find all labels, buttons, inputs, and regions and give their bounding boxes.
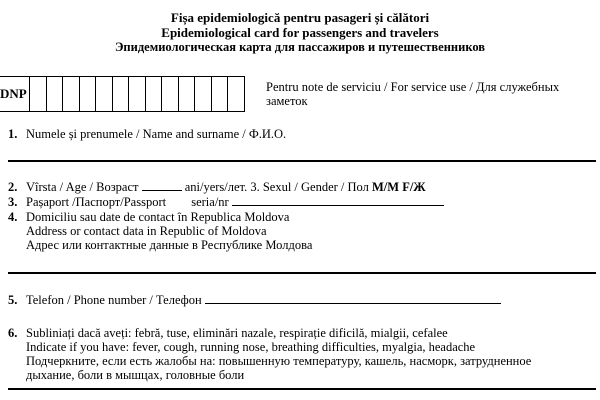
idnp-digit-cell[interactable] xyxy=(96,76,113,112)
idnp-digit-cell[interactable] xyxy=(129,76,146,112)
field-label-age: Vîrsta / Age / Возраст xyxy=(26,180,139,194)
field-passport xyxy=(8,195,444,209)
field-number: 5. xyxy=(8,293,18,307)
answer-line-name[interactable] xyxy=(8,160,596,162)
passport-serial-label: seria/nr xyxy=(191,195,229,209)
idnp-digit-cell[interactable] xyxy=(30,76,47,112)
symptoms-label-en: Indicate if you have: fever, cough, running nose, breathing difficulties, myalgia, headache xyxy=(26,340,476,354)
field-label: Telefon / Phone number / Телефон xyxy=(26,293,202,307)
idnp-digit-cell[interactable] xyxy=(63,76,80,112)
idnp-digit-cell[interactable] xyxy=(113,76,130,112)
address-label-en: Address or contact data in Republic of Moldova xyxy=(26,224,267,238)
field-number: 6. xyxy=(8,326,18,340)
answer-line-address[interactable] xyxy=(8,272,596,274)
idnp-cells xyxy=(30,76,245,112)
idnp-digit-cell[interactable] xyxy=(212,76,229,112)
idnp-digit-cell[interactable] xyxy=(162,76,179,112)
form-header xyxy=(0,10,600,54)
field-label: Pașaport /Паспорт/Passport xyxy=(26,195,167,209)
address-label-ro: Domiciliu sau date de contact în Republica Moldova xyxy=(26,210,290,224)
field-address xyxy=(8,210,312,252)
field-label-units: ani/yers/лет. 3. Sexul / Gender / Пол xyxy=(184,180,369,194)
field-number: 4. xyxy=(8,210,18,224)
field-age-gender xyxy=(8,180,426,194)
idnp-digit-cell[interactable] xyxy=(146,76,163,112)
idnp-digit-cell[interactable] xyxy=(179,76,196,112)
field-label: Numele și prenumele / Name and surname / Ф.И.О. xyxy=(26,127,287,141)
gender-option-female[interactable]: F/Ж xyxy=(402,180,426,194)
field-phone xyxy=(8,293,501,307)
idnp-label: DNP xyxy=(0,76,30,112)
gender-option-male[interactable]: M/М xyxy=(372,180,400,194)
field-name-surname xyxy=(8,127,286,141)
idnp-digit-cell[interactable] xyxy=(80,76,97,112)
idnp-digit-cell[interactable] xyxy=(47,76,64,112)
field-symptoms xyxy=(8,326,531,382)
field-number: 1. xyxy=(8,127,18,141)
address-label-ru: Адрес или контактные данные в Республике Молдова xyxy=(26,238,313,252)
phone-input-line[interactable] xyxy=(205,303,501,304)
age-input-line[interactable] xyxy=(142,190,182,191)
symptoms-label-ru-2: дыхание, боли в мышцах, головные боли xyxy=(26,368,245,382)
symptoms-label-ru-1: Подчеркните, если есть жалобы на: повышенную температуру, кашель, насморк, затрудненное xyxy=(26,354,532,368)
title-russian: Эпидемиологическая карта для пассажиров и путешественников xyxy=(114,40,486,54)
symptoms-label-ro: Subliniați dacă aveți: febră, tuse, eliminări nazale, respirație dificilă, mialgii, cefalee xyxy=(26,326,448,340)
field-number: 3. xyxy=(8,195,18,209)
service-use-note: Pentru note de serviciu / For service use / Для служебных заметок xyxy=(266,80,560,108)
idnp-digit-cell[interactable] xyxy=(228,76,245,112)
answer-line-symptoms[interactable] xyxy=(8,388,596,390)
title-romanian: Fișa epidemiologică pentru pasageri și călători xyxy=(170,10,430,25)
title-english: Epidemiological card for passengers and travelers xyxy=(161,25,439,40)
passport-input-line[interactable] xyxy=(232,205,444,206)
field-number: 2. xyxy=(8,180,18,194)
idnp-digit-cell[interactable] xyxy=(195,76,212,112)
